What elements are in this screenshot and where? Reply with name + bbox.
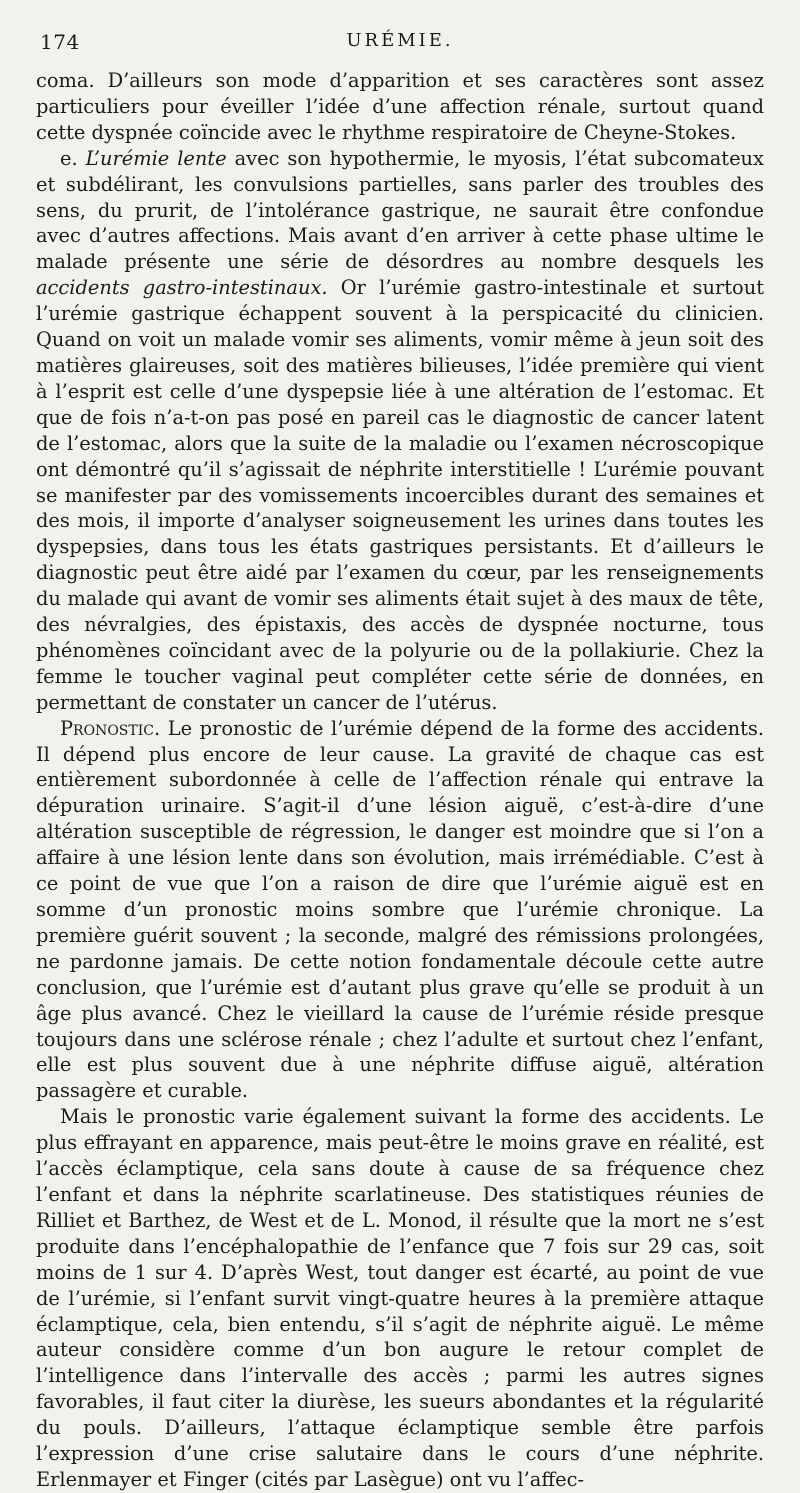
paragraph-uremie-lente	[36, 146, 764, 716]
text-segment: Le pronostic de l’urémie dépend de la forme des accidents. Il dépend plus encore de leur cause. La gravité de chaque cas est entièrement subordonnée à celle de l’affection rénale qui entrave la dépuration urinaire. S’agit-il d’une lésion aiguë, c’est-à-dire d’une altération susceptible de régression, le danger est moindre que si l’on a affaire à une lésion lente dans son évolution, mais irrémédiable. C’est à ce point de vue que l’on a raison de dire que l’urémie aiguë est en somme d’un pronostic moins sombre que l’urémie chronique. La première guérit souvent ; la seconde, malgré des rémissions prolongées, ne pardonne jamais. De cette notion fondamentale découle cette autre conclusion, que l’urémie est d’autant plus grave qu’elle se produit à un âge plus avancé. Chez le vieillard la cause de l’urémie réside presque toujours dans une sclérose rénale ; chez l’adulte et surtout chez l’enfant, elle est plus souvent due à une néphrite diffuse aiguë, altération passagère et curable.	[36, 716, 764, 1103]
page-number: 174	[40, 30, 80, 54]
paragraph-forme-accidents: Mais le pronostic varie également suivant la forme des accidents. Le plus effrayant en apparence, mais peut-être le moins grave en réalité, est l’accès éclamptique, cela sans doute à cause de sa fréquence chez l’enfant et dans la néphrite scarlatineuse. Des statistiques réunies de Rilliet et Barthez, de West et de L. Monod, il résulte que la mort ne s’est produite dans l’encéphalopathie de l’enfance que 7 fois sur 29 cas, soit moins de 1 sur 4. D’après West, tout danger est écarté, au point de vue de l’urémie, si l’enfant survit vingt-quatre heures à la première attaque éclamptique, cela, bien entendu, s’il s’agit de néphrite aiguë. Le même auteur considère comme d’un bon augure le retour complet de l’intelligence dans l’intervalle des accès ; parmi les autres signes favorables, il faut citer la diurèse, les sueurs abondantes et la régularité du pouls. D’ailleurs, l’attaque éclamptique semble être parfois l’expression d’une crise salutaire dans le cours d’une néphrite. Erlenmayer et Finger (cités par Lasègue) ont vu l’affec-	[36, 1105, 764, 1491]
page-header	[36, 26, 764, 68]
italic-term: accidents gastro-intestinaux.	[36, 276, 328, 300]
paragraph-coma: coma. D’ailleurs son mode d’apparition et ses caractères sont assez particuliers pour éveiller l’idée d’une affection rénale, surtout quand cette dyspnée coïncide avec le rhythme respiratoire de Cheyne-Stokes.	[36, 69, 764, 144]
running-title: URÉMIE.	[346, 30, 454, 51]
body-text	[36, 68, 764, 1493]
section-heading: Pronostic.	[60, 716, 161, 740]
italic-term: L’urémie lente	[85, 146, 227, 170]
text-segment: avec son hypothermie, le myosis, l’état subcomateux et subdélirant, les convulsions partielles, sans parler des troubles des sens, du prurit, de l’intolérance gastrique, ne saurait être confondue avec d’autres affections. Mais avant d’en arriver à cette phase ultime le malade présente une série de désordres au nombre desquels les	[36, 146, 764, 274]
paragraph-pronostic	[36, 716, 764, 1105]
text-segment: Or l’urémie gastro-intestinale et surtout l’urémie gastrique échappent souvent à la perspicacité du clinicien. Quand on voit un malade vomir ses aliments, vomir même à jeun soit des matières glaireuses, soit des matières bilieuses, l’idée première qui vient à l’esprit est celle d’une dyspepsie liée à une altération de l’estomac. Et que de fois n’a-t-on pas posé en pareil cas le diagnostic de cancer latent de l’estomac, alors que la suite de la maladie ou l’examen nécroscopique ont démontré qu’il s’agissait de néphrite interstitielle ! L’urémie pouvant se manifester par des vomissements incoercibles durant des semaines et des mois, il importe d’analyser soigneusement les urines dans toutes les dyspepsies, dans tous les états gastriques persistants. Et d’ailleurs le diagnostic peut être aidé par l’examen du cœur, par les renseignements du malade qui avant de vomir ses aliments était sujet à des maux de tête, des névralgies, des épistaxis, des accès de dyspnée nocturne, tous phénomènes coïncidant avec de la polyurie ou de la pollakiurie. Chez la femme le toucher vaginal peut compléter cette série de données, en permettant de constater un cancer de l’utérus.	[36, 276, 764, 714]
item-label: e.	[60, 146, 78, 170]
